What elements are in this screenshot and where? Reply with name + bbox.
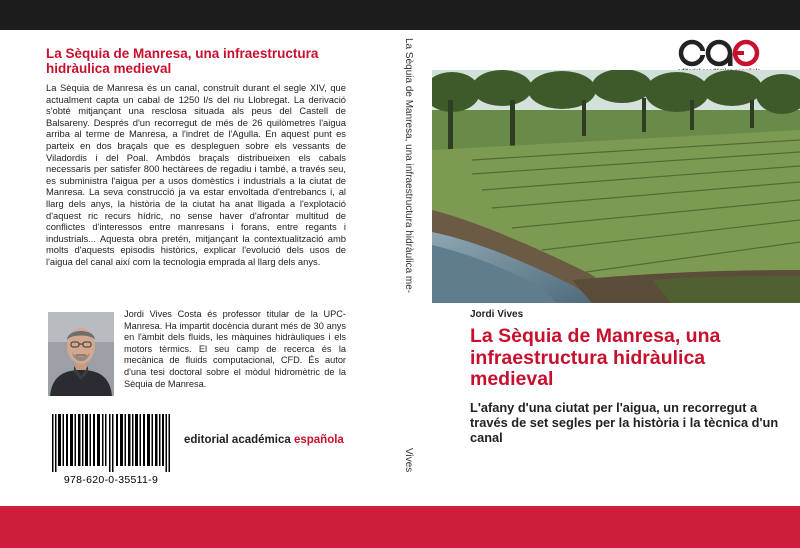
back-cover-title: La Sèquia de Manresa, una infraestructura hidràulica medieval [46, 46, 319, 76]
back-cover [36, 30, 364, 506]
isbn-number: 978-620-0-35511-9 [63, 474, 159, 486]
top-bar [0, 0, 800, 30]
spine [392, 30, 424, 506]
front-title: La Sèquia de Manresa, una infraestructura hidràulica medieval [470, 325, 721, 390]
barcode [44, 412, 178, 492]
publisher-prefix: editorial académica [184, 434, 294, 446]
barcode-icon [52, 414, 170, 472]
author-photo-icon [48, 312, 114, 396]
irrigation-canal-photo-icon [432, 70, 800, 303]
bottom-bar [0, 506, 800, 548]
spine-title: La Sèquia de Manresa, una infraestructura hidràulica me- [403, 38, 414, 294]
publisher-accent: española [293, 434, 344, 446]
eae-logo-icon [676, 38, 762, 68]
author-bio: Jordi Vives Costa és professor titular de la UPC-Manresa. Ha impartit docència durant més de 30 anys en l'àmbit dels fluids, les màquines hidràuliques i els motors tèrmics. El seu camp de recerca és la mecànica de fluids computacional, CFD. És autor d'una tesi doctoral sobre el mòdul hidromètric de la Sèquia de Manresa. [124, 309, 346, 389]
front-subtitle: L'afany d'una ciutat per l'aigua, un recorregut a través de set segles per la història i la tècnica d'un canal [470, 400, 779, 445]
front-author: Jordi Vives [470, 309, 524, 320]
front-cover [432, 30, 800, 506]
book-description: La Sèquia de Manresa és un canal, construït durant el segle XIV, que actualment capta un cabal de 1250 l/s del riu Llobregat. La derivació s'obté mitjançant una resclosa situada als peus del Castell de Balsareny. Després d'un recorregut de més de 26 quilòmetres l'aigua arriba al terme de Manresa, a l'indret de l'Agulla. En aquest punt es parteix en dos braçals que es despleguen sobre els vessants de Viladordis i del Poal. Ambdós braçals distribueixen els cabals necessaris per satisfer 800 hectàrees de regadiu i també, a través seu, es subministra l'aigua per a usos domèstics i industrials a la ciutat de Manresa. La seva construcció ja va estar envoltada d'entrebancs i, al llarg dels anys, la història de la ciutat ha anat lligada a l'explotació d'aquest ric recurs hídric, no sense haver d'afrontar multitud de conflictes d'interessos entre manresans i forans, entre regants i industrials... Aquesta obra pretén, mitjançant la contextualització amb molts d'aquests episodis històrics, explicar l'evolució dels usos de l'aigua del canal així com la tecnologia emprada al llarg dels anys. [46, 82, 346, 267]
spine-author: Vives [403, 448, 414, 473]
cover-photo [432, 70, 800, 303]
publisher-name-back [184, 434, 344, 446]
